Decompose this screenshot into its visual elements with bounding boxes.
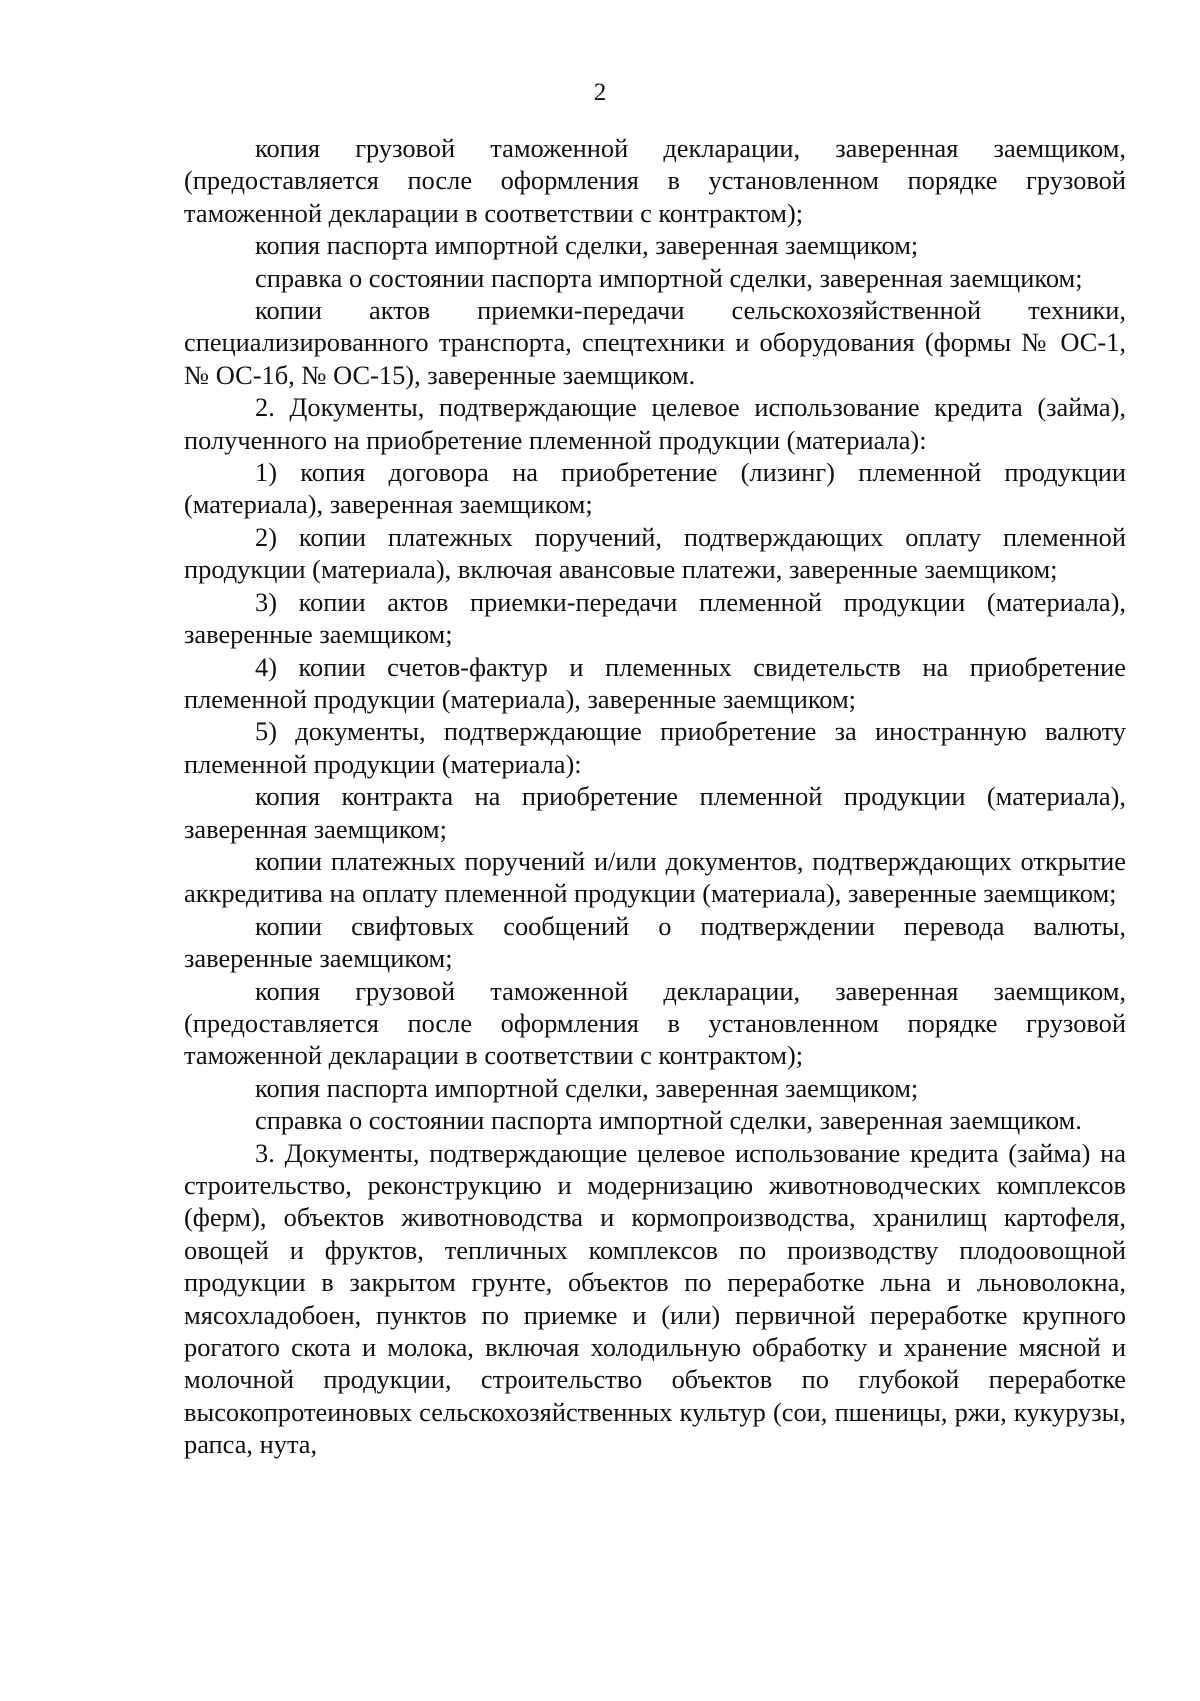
paragraph-item-1: 1) копия договора на приобретение (лизинг) племенной продукции (материала), заверенная заемщиком; (184, 457, 1126, 520)
paragraph-section-3: 3. Документы, подтверждающие целевое использование кредита (займа) на строительство, реконструкцию и модернизацию животноводческих комплексов (ферм), объектов животноводства и кормопроизводства, хранилищ картофеля, овощей и фруктов, тепличных комплексов по производству плодоовощной продукции в закрытом грунте, объектов по переработке льна и льноволокна, мясохладобоен, пунктов по приемке и (или) первичной переработке крупного рогатого скота и молока, включая холодильную обработку и хранение мясной и молочной продукции, строительство объектов по глубокой переработке высокопротеиновых сельскохозяйственных культур (сои, пшеницы, ржи, кукурузы, рапса, нута, (184, 1137, 1126, 1460)
paragraph-section-2-heading: 2. Документы, подтверждающие целевое использование кредита (займа), полученного на приобретение племенной продукции (материала): (184, 392, 1126, 455)
paragraph-item-3: 3) копии актов приемки-передачи племенной продукции (материала), заверенные заемщиком; (184, 586, 1126, 650)
paragraph-swift-messages: копии свифтовых сообщений о подтверждении перевода валюты, заверенные заемщиком; (184, 910, 1126, 974)
document-body (184, 132, 1126, 1461)
paragraph-item-5: 5) документы, подтверждающие приобретение за иностранную валюту племенной продукции (материала): (184, 716, 1126, 779)
paragraph-customs-declaration-copy-2: копия грузовой таможенной декларации, заверенная заемщиком, (предоставляется после оформления в установленном порядке грузовой таможенной декларации в соответствии с контрактом); (184, 975, 1126, 1071)
paragraph-item-4: 4) копии счетов-фактур и племенных свидетельств на приобретение племенной продукции (материала), заверенные заемщиком; (184, 651, 1126, 714)
paragraph-import-passport-copy: копия паспорта импортной сделки, заверенная заемщиком; (255, 230, 919, 261)
paragraph-import-passport-status: справка о состоянии паспорта импортной сделки, заверенная заемщиком; (255, 262, 1083, 293)
paragraph-import-passport-status-2: справка о состоянии паспорта импортной сделки, заверенная заемщиком. (255, 1105, 1082, 1136)
page-number: 2 (593, 79, 607, 106)
paragraph-payment-orders: копии платежных поручений и/или документов, подтверждающих открытие аккредитива на оплату племенной продукции (материала), заверенные заемщиком; (184, 845, 1126, 909)
paragraph-customs-declaration-copy: копия грузовой таможенной декларации, заверенная заемщиком, (предоставляется после оформления в установленном порядке грузовой таможенной декларации в соответствии с контрактом); (184, 133, 1126, 228)
paragraph-import-passport-copy-2: копия паспорта импортной сделки, заверенная заемщиком; (255, 1072, 919, 1103)
paragraph-item-2: 2) копии платежных поручений, подтверждающих оплату племенной продукции (материала), включая авансовые платежи, заверенные заемщиком; (184, 521, 1126, 585)
paragraph-contract-copy: копия контракта на приобретение племенной продукции (материала), заверенная заемщиком; (184, 781, 1126, 844)
paragraph-acceptance-acts: копии актов приемки-передачи сельскохозяйственной техники, специализированного транспорта, спецтехники и оборудования (формы № ОС-1, № ОС-1б, № ОС-15), заверенные заемщиком. (184, 295, 1126, 390)
